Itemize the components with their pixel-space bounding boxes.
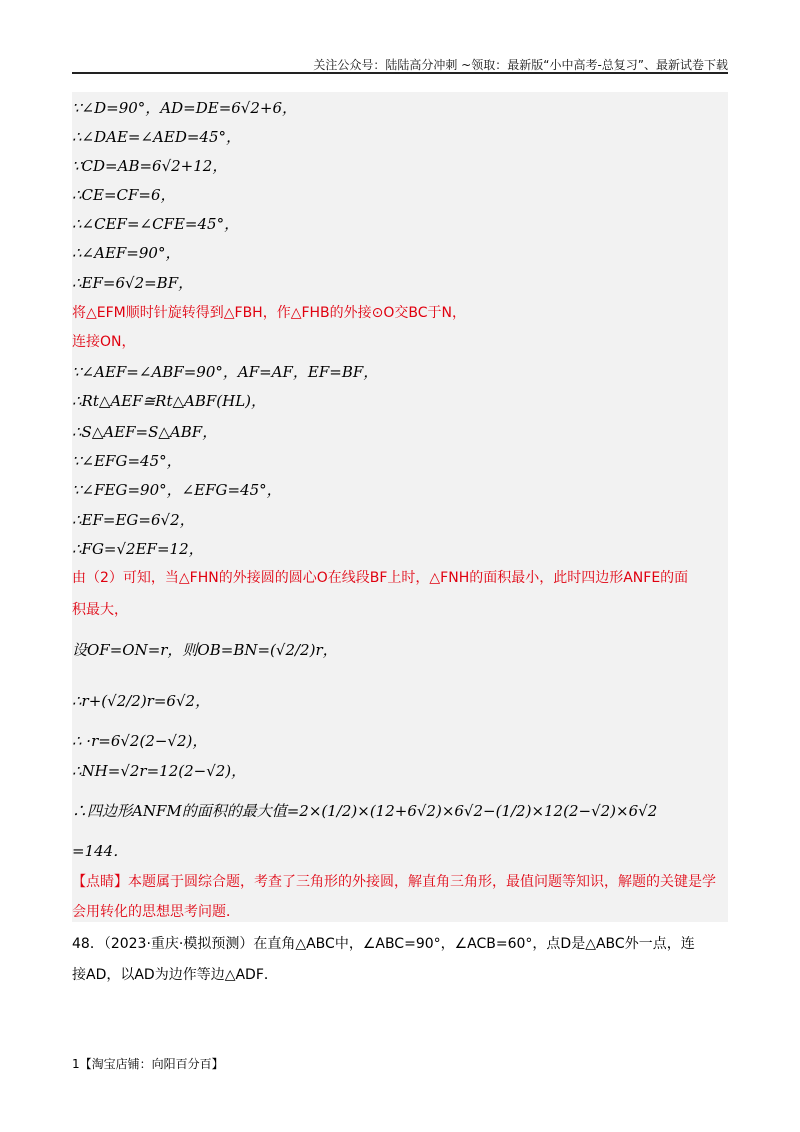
solution-line: 积最大， bbox=[72, 602, 128, 618]
solution-line: 将△EFM顺时针旋转得到△FBH，作△FHB的外接⊙O交BC于N， bbox=[72, 305, 467, 321]
solution-line: ∴EF=6√2=BF， bbox=[72, 274, 194, 292]
problem-line: 48．（2023·重庆·模拟预测）在直角△ABC中，∠ABC=90°，∠ACB=60°，点D是△ABC外一点，连 bbox=[72, 936, 695, 952]
solution-line: ∴ ·r=6√2(2−√2)， bbox=[72, 732, 208, 750]
solution-line: ∵∠EFG=45°， bbox=[72, 452, 182, 470]
tip-line: 【点睛】本题属于圆综合题，考查了三角形的外接圆，解直角三角形，最值问题等知识，解题的关键是学 bbox=[72, 874, 716, 890]
solution-line: ∵∠D=90°，AD=DE=6√2+6， bbox=[72, 99, 298, 117]
solution-line: ∵∠FEG=90°，∠EFG=45°， bbox=[72, 481, 282, 499]
solution-line: ∵CD=AB=6√2+12， bbox=[72, 157, 228, 175]
solution-line: ∴Rt△AEF≅Rt△ABF(HL)， bbox=[72, 392, 267, 410]
solution-line: ∴∠CEF=∠CFE=45°， bbox=[72, 215, 240, 233]
solution-line: ∵∠AEF=∠ABF=90°，AF=AF，EF=BF， bbox=[72, 363, 379, 381]
solution-line: ∴FG=√2EF=12， bbox=[72, 540, 204, 558]
solution-line: ∴S△AEF=S△ABF， bbox=[72, 423, 218, 441]
solution-line: =144． bbox=[72, 842, 129, 860]
solution-line: 由（2）可知，当△FHN的外接圆的圆心O在线段BF上时，△FNH的面积最小，此时四边形ANFE的面 bbox=[72, 570, 689, 586]
solution-line: ∴EF=EG=6√2， bbox=[72, 511, 195, 529]
problem-line: 接AD，以AD为边作等边△ADF． bbox=[72, 967, 278, 983]
page-footer: 1【淘宝店铺：向阳百分百】 bbox=[72, 1057, 224, 1071]
solution-line: ∴∠DAE=∠AED=45°， bbox=[72, 128, 242, 146]
solution-line: ∴r+(√2/2)r=6√2， bbox=[72, 692, 211, 710]
page-header: 关注公众号：陆陆高分冲刺 ~领取：最新版“小中高考-总复习”、最新试卷下载 bbox=[313, 58, 728, 72]
solution-line: 连接ON， bbox=[72, 334, 136, 350]
tip-line: 会用转化的思想思考问题． bbox=[72, 904, 240, 920]
solution-line: ∴四边形ANFM的面积的最大值=2×(1/2)×(12+6√2)×6√2−(1/2)×12(2−√2)×6√2 bbox=[72, 802, 658, 820]
solution-line: 设OF=ON=r，则OB=BN=(√2/2)r， bbox=[72, 641, 338, 659]
header-divider bbox=[72, 72, 728, 74]
solution-line: ∴CE=CF=6， bbox=[72, 186, 176, 204]
solution-line: ∴NH=√2r=12(2−√2)， bbox=[72, 762, 247, 780]
solution-line: ∴∠AEF=90°， bbox=[72, 244, 181, 262]
